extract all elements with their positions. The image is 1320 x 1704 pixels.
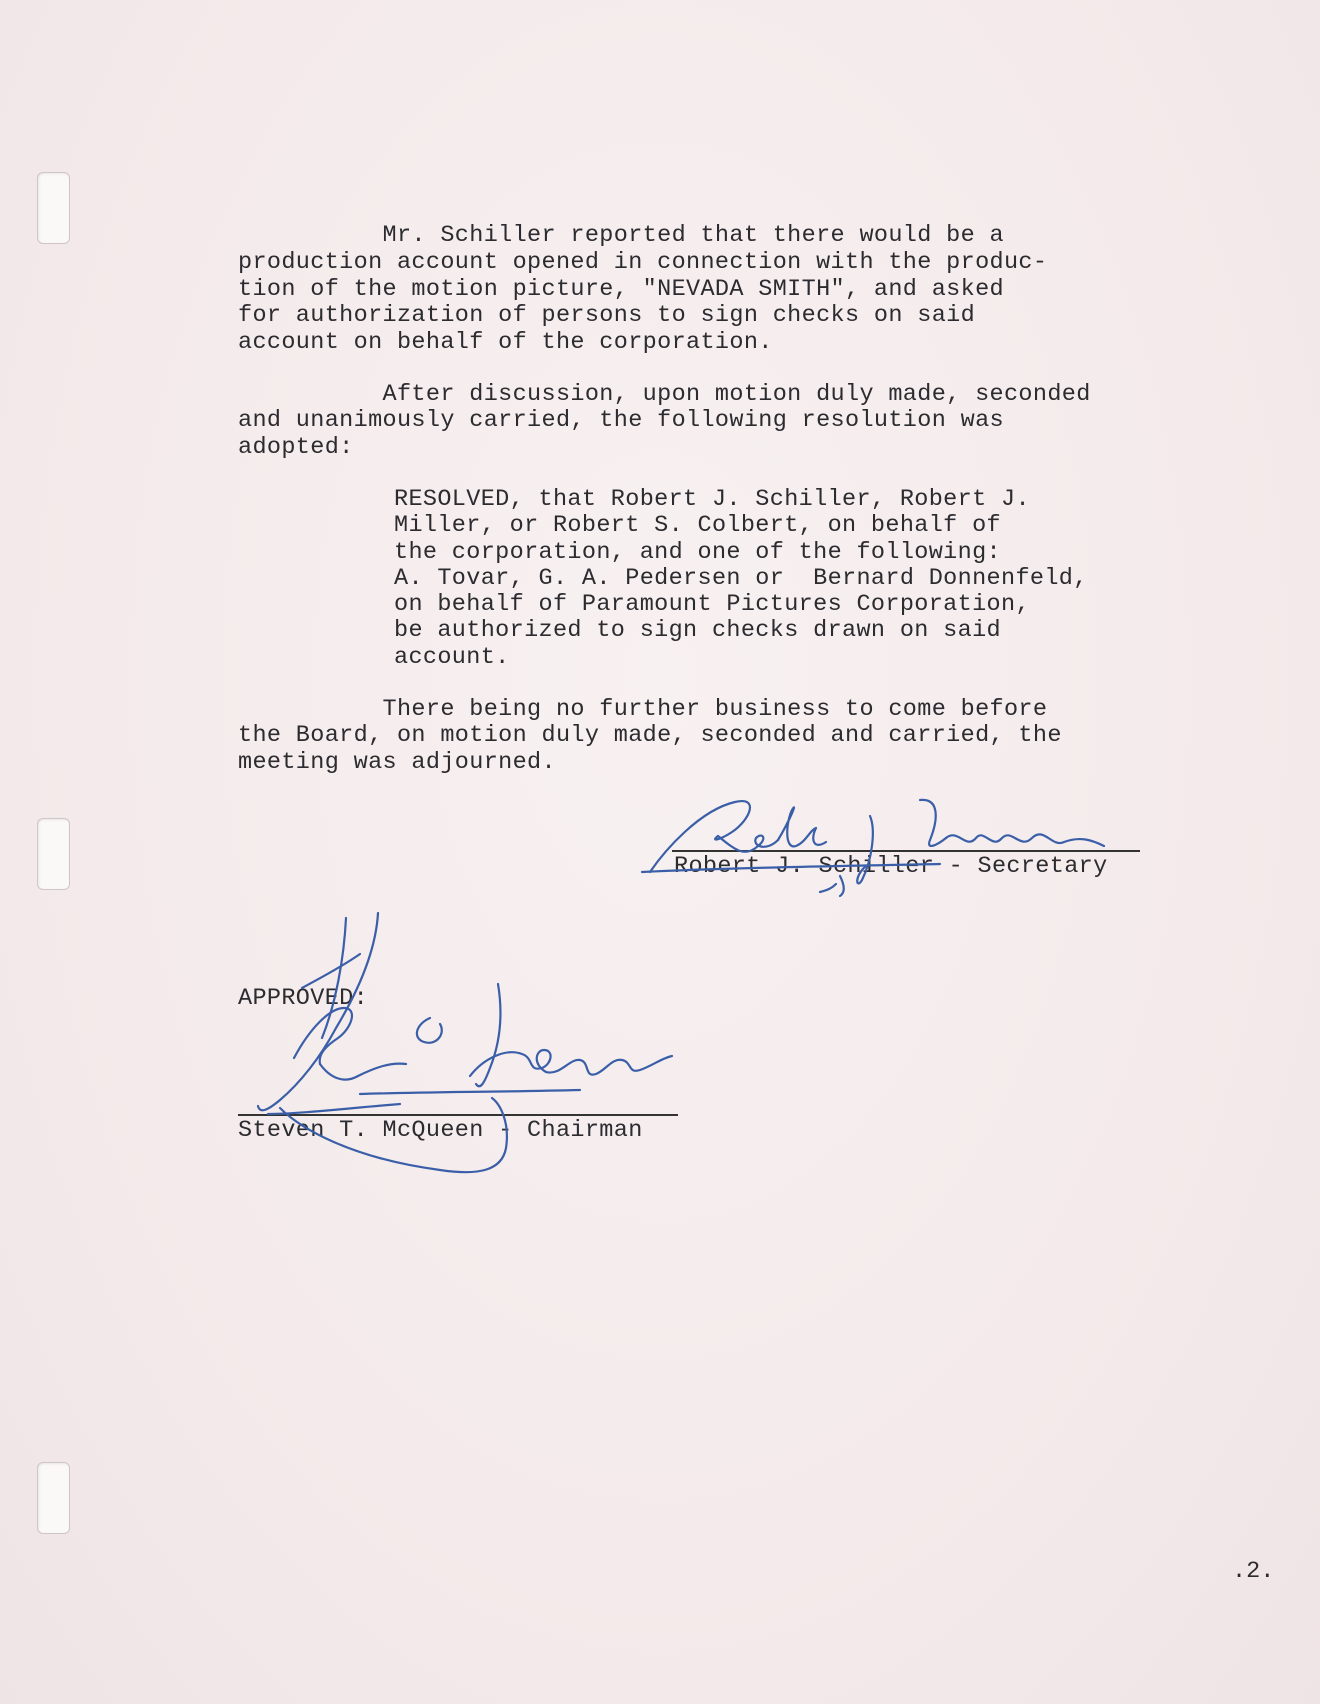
text-line: Mr. Schiller reported that there would be a <box>238 222 1004 249</box>
text-line: and unanimously carried, the following resolution was <box>238 407 1004 434</box>
text-line: for authorization of persons to sign checks on said <box>238 302 976 329</box>
text-line: the corporation, and one of the following: <box>394 539 1001 566</box>
text-line: on behalf of Paramount Pictures Corporation, <box>394 591 1030 618</box>
punch-hole-bottom <box>37 1462 70 1534</box>
text-line: the Board, on motion duly made, seconded and carried, the <box>238 722 1062 749</box>
text-line: be authorized to sign checks drawn on said <box>394 617 1001 644</box>
punch-hole-top <box>37 172 70 244</box>
text-line: RESOLVED, that Robert J. Schiller, Robert J. <box>394 486 1030 513</box>
secretary-signature-caption: Robert J. Schiller - Secretary <box>674 853 1108 880</box>
chairman-signature-caption: Steven T. McQueen - Chairman <box>238 1117 643 1144</box>
text-line: tion of the motion picture, "NEVADA SMITH", and asked <box>238 276 1004 303</box>
page-number: .2. <box>1232 1558 1275 1585</box>
text-line: A. Tovar, G. A. Pedersen or Bernard Donnenfeld, <box>394 565 1088 592</box>
text-line: There being no further business to come before <box>238 696 1048 723</box>
text-line: After discussion, upon motion duly made, seconded <box>238 381 1091 408</box>
secretary-handwritten-signature <box>640 780 1180 900</box>
chairman-handwritten-signature <box>240 908 680 1183</box>
text-line: account. <box>394 644 510 671</box>
text-line: Miller, or Robert S. Colbert, on behalf of <box>394 512 1001 539</box>
text-line: account on behalf of the corporation. <box>238 329 773 356</box>
text-line: meeting was adjourned. <box>238 749 556 776</box>
punch-hole-middle <box>37 818 70 890</box>
text-line: adopted: <box>238 434 354 461</box>
approved-label: APPROVED: <box>238 985 369 1012</box>
text-line: production account opened in connection with the produc- <box>238 249 1048 276</box>
